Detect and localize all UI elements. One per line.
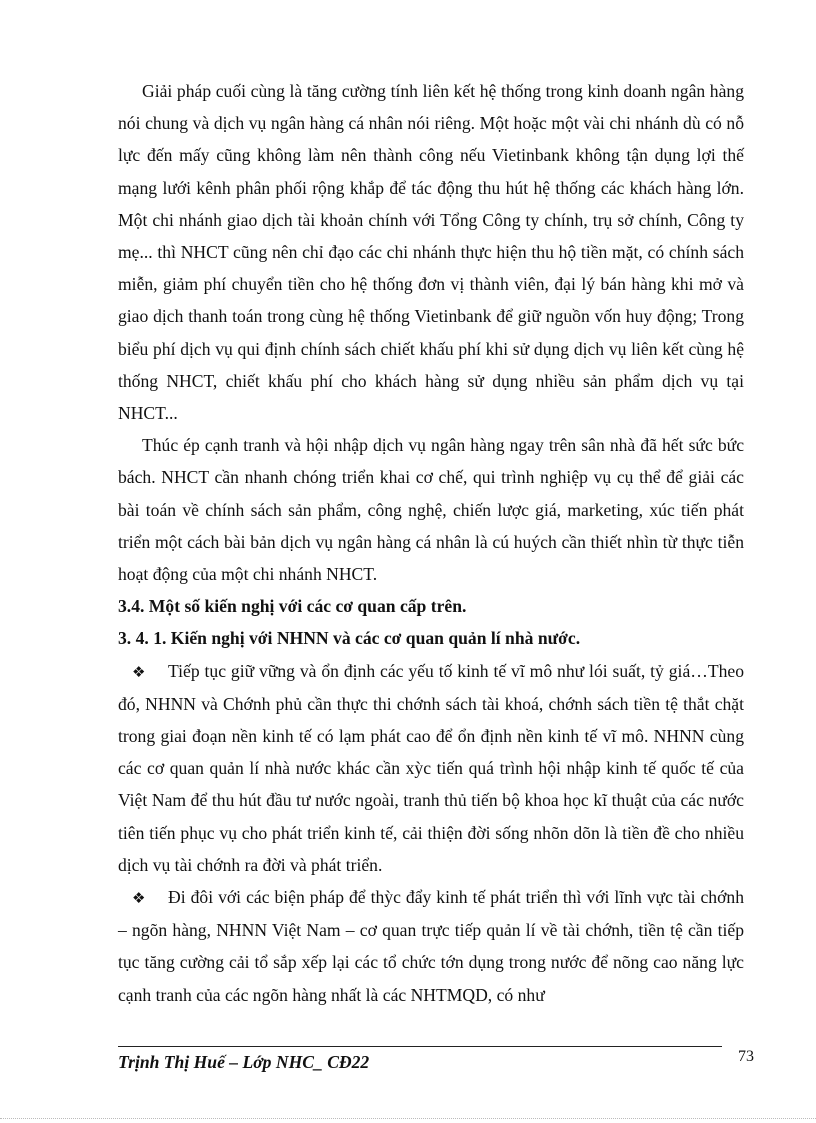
bullet-diamond-icon: ❖ [132, 662, 146, 681]
bullet-paragraph-1 [118, 655, 744, 881]
page-body [118, 75, 744, 1011]
subsection-heading: 3. 4. 1. Kiến nghị với NHNN và các cơ quan quản lí nhà nước. [118, 628, 581, 649]
bullet-text-2: Đi đôi với các biện pháp để thỳc đẩy kinh tế phát triển thì với lĩnh vực tài chớnh – ngõn hàng, NHNN Việt Nam – cơ quan trực tiếp quản lí về tài chớnh, tiền tệ cần tiếp tục tăng cường cải tổ sắp xếp lại các tổ chức tớn dụng trong nước để nõng cao năng lực cạnh tranh của các ngõn hàng nhất là các NHTMQD, có như [118, 887, 744, 1005]
paragraph-1: Giải pháp cuối cùng là tăng cường tính liên kết hệ thống trong kinh doanh ngân hàng nói chung và dịch vụ ngân hàng cá nhân nói riêng. Một hoặc một vài chi nhánh dù có nỗ lực đến mấy cũng không làm nên thành công nếu Vietinbank không tận dụng lợi thế mạng lưới kênh phân phối rộng khắp để tác động thu hút hệ thống các khách hàng lớn. Một chi nhánh giao dịch tài khoản chính với Tổng Công ty chính, trụ sở chính, Công ty mẹ... thì NHCT cũng nên chỉ đạo các chi nhánh thực hiện thu hộ tiền mặt, có chính sách miễn, giảm phí chuyển tiền cho hệ thống đơn vị thành viên, đại lý bán hàng khi mở và giao dịch thanh toán trong cùng hệ thống Vietinbank để giữ nguồn vốn huy động; Trong biểu phí dịch vụ qui định chính sách chiết khấu phí khi sử dụng dịch vụ liên kết cùng hệ thống NHCT, chiết khấu phí cho khách hàng sử dụng nhiều sản phẩm dịch vụ tại NHCT... [118, 81, 744, 424]
bullet-text-1: Tiếp tục giữ vững và ổn định các yếu tố kinh tế vĩ mô như lói suất, tỷ giá…Theo đó, NHNN và Chớnh phủ cần thực thi chớnh sách tài khoá, chớnh sách tiền tệ thắt chặt trong giai đoạn nền kinh tế có lạm phát cao để ổn định nền kinh tế vĩ mô. NHNN cùng các cơ quan quản lí nhà nước khác cần xỳc tiến quá trình hội nhập kinh tế quốc tế của Việt Nam để thu hút đầu tư nước ngoài, tranh thủ tiến bộ khoa học kĩ thuật của các nước tiên tiến phục vụ cho phát triển kinh tế, cải thiện đời sống nhõn dõn là tiền đề cho nhiều dịch vụ tài chớnh ra đời và phát triển. [118, 660, 744, 875]
bullet-paragraph-2 [118, 881, 744, 1011]
footer-author: Trịnh Thị Huế – Lớp NHC_ CĐ22 [118, 1052, 370, 1072]
bullet-diamond-icon: ❖ [132, 889, 146, 908]
page-bottom-edge [0, 1118, 816, 1119]
footer-divider [118, 1046, 722, 1047]
section-heading: 3.4. Một số kiến nghị với các cơ quan cấp trên. [118, 596, 467, 617]
page-number: 73 [738, 1048, 754, 1065]
paragraph-2: Thúc ép cạnh tranh và hội nhập dịch vụ ngân hàng ngay trên sân nhà đã hết sức bức bách. NHCT cần nhanh chóng triển khai cơ chế, qui trình nghiệp vụ cụ thể để giải các bài toán về chính sách sản phẩm, công nghệ, chiến lược giá, marketing, xúc tiến phát triển một cách bài bản dịch vụ ngân hàng cá nhân là cú huých cần thiết nhìn từ thực tiễn hoạt động của một chi nhánh NHCT. [118, 435, 744, 585]
